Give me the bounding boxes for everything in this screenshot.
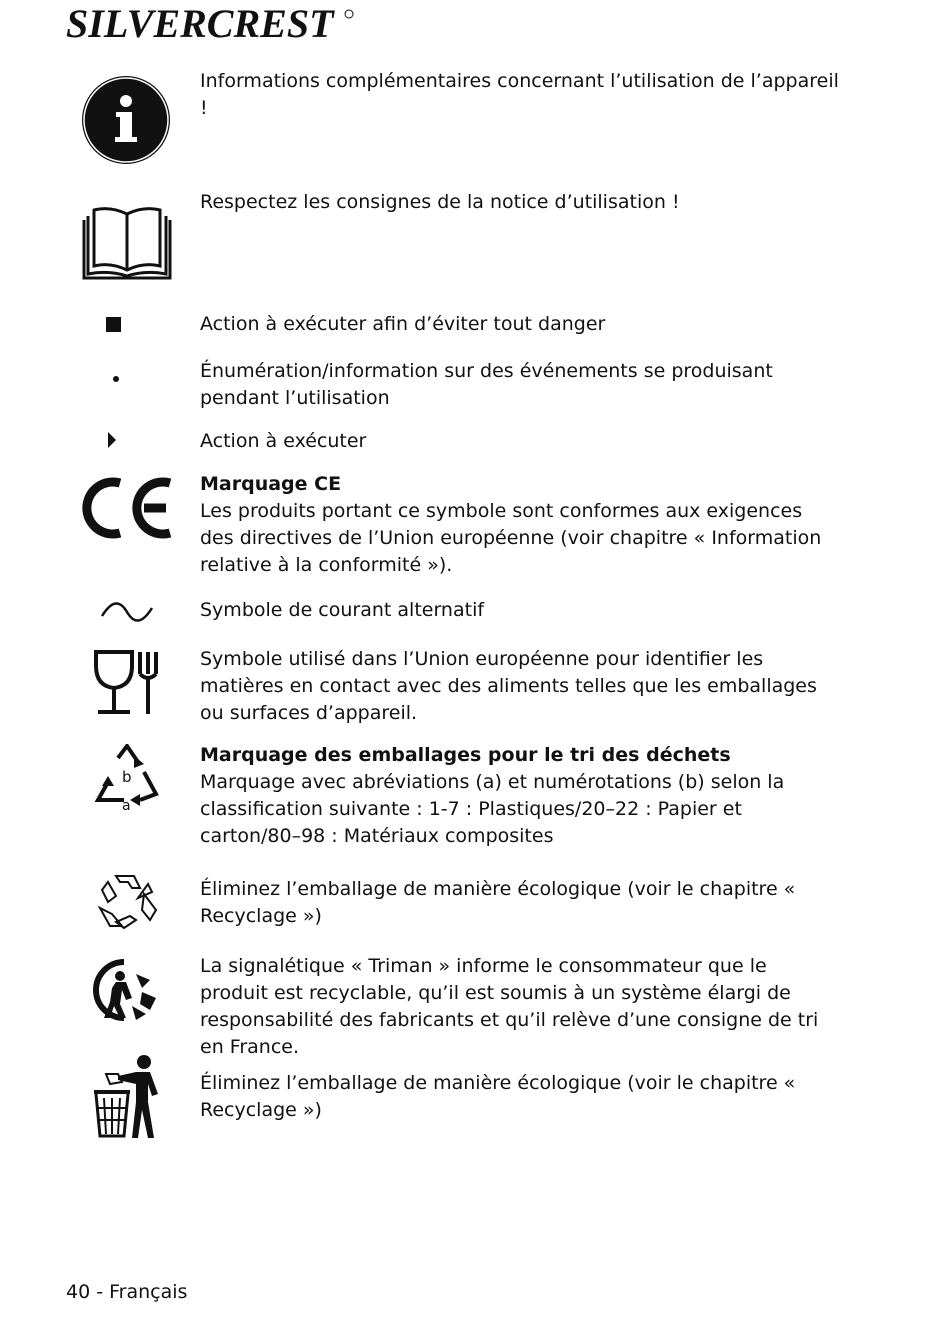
item-text: Éliminez l’emballage de manière écologique (voir le chapitre « Recyclage »): [200, 878, 796, 927]
item-text: La signalétique « Triman » informe le consommateur que le produit est recyclable, qu’il est soumis à un système élargi de responsabilité des fabricants et qu’il relève d’une consigne de tri en France.: [200, 955, 819, 1058]
bullet-dot-icon: [112, 368, 120, 387]
item-text: Éliminez l’emballage de manière écologique (voir le chapitre « Recyclage »): [200, 1072, 796, 1121]
silvercrest-logo: [66, 2, 366, 48]
item-title: Marquage CE: [200, 473, 342, 495]
alternating-current-icon: [100, 602, 154, 626]
item-text: Respectez les consignes de la notice d’utilisation !: [200, 191, 680, 213]
item-text: Les produits portant ce symbole sont conformes aux exigences des directives de l’Union européenne (voir chapitre « Information relative à la conformité »).: [200, 500, 822, 576]
tidyman-bin-icon: [92, 1054, 162, 1144]
item-text: Symbole de courant alternatif: [200, 599, 485, 621]
logo-text: SILVERCREST: [66, 2, 334, 44]
item-text: Action à exécuter afin d’éviter tout danger: [200, 313, 606, 335]
item-text: Action à exécuter: [200, 430, 367, 452]
triman-icon: [92, 958, 160, 1026]
item-text: Marquage avec abréviations (a) et numérotations (b) selon la classification suivante : 1-7 : Plastiques/20–22 : Papier et carton/80–98 : Matériaux composites: [200, 771, 785, 847]
food-contact-icon: [92, 648, 160, 720]
icon-label-a: a: [122, 798, 131, 812]
item-text: Énumération/information sur des événements se produisant pendant l’utilisation: [200, 360, 773, 409]
item-text: Symbole utilisé dans l’Union européenne pour identifier les matières en contact avec des aliments telles que les emballages ou surfaces d’appareil.: [200, 648, 817, 724]
ce-mark-icon: [80, 475, 176, 545]
item-text: Informations complémentaires concernant l’utilisation de l’appareil !: [200, 70, 839, 119]
black-square-icon: [106, 317, 122, 337]
item-title: Marquage des emballages pour le tri des déchets: [200, 744, 731, 766]
triangle-arrow-icon: [108, 432, 118, 452]
manual-book-icon: [82, 204, 172, 284]
recycle-arrows-icon: [94, 870, 160, 938]
info-icon: [80, 74, 172, 170]
page-footer: 40 - Français: [66, 1281, 188, 1303]
recycling-code-icon: [94, 744, 160, 816]
icon-label-b: b: [122, 768, 132, 786]
